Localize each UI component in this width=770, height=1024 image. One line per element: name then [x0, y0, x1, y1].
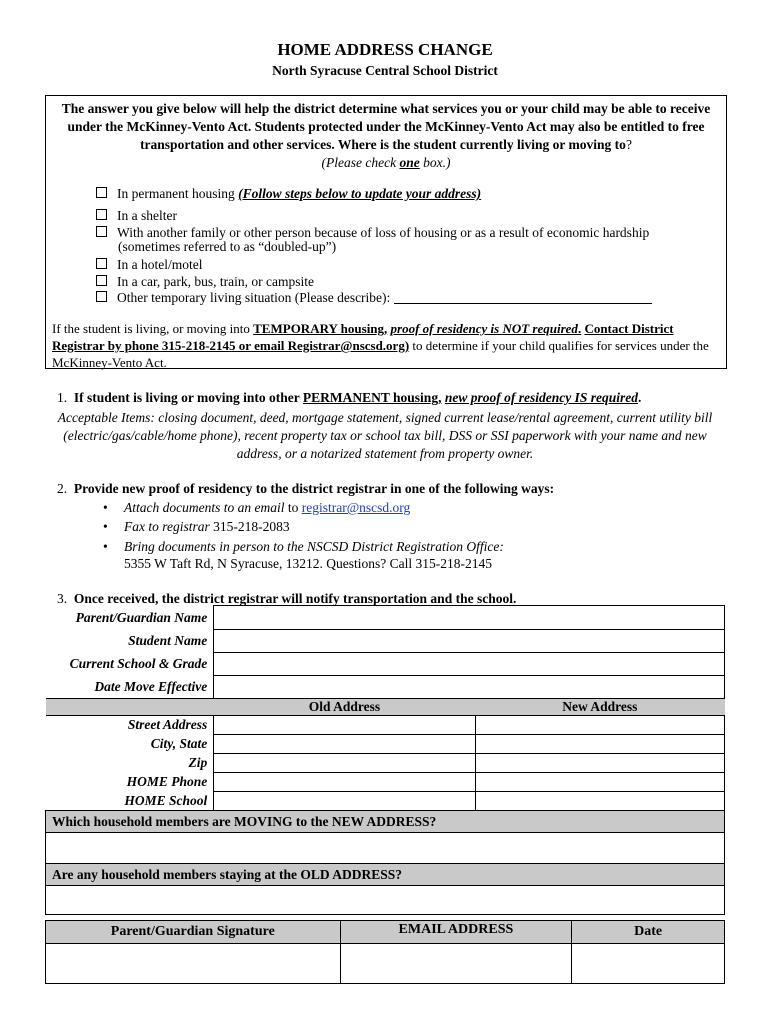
street-label: Street Address: [127, 717, 208, 733]
checkbox-other[interactable]: [96, 291, 107, 302]
old-phone-field[interactable]: [214, 773, 475, 792]
old-street-field[interactable]: [214, 716, 475, 735]
check-instruction: (Please check one box.): [321, 155, 451, 170]
zip-label: Zip: [188, 755, 208, 770]
staying-question: Are any household members staying at the OLD ADDRESS?: [46, 864, 725, 886]
old-school-field[interactable]: [214, 792, 475, 811]
city-label: City, State: [150, 736, 208, 751]
home-school-label: HOME School: [124, 792, 208, 808]
other-description-line[interactable]: [394, 293, 652, 304]
parent-name-field[interactable]: [214, 606, 725, 630]
option-other[interactable]: Other temporary living situation (Please describe):: [96, 291, 652, 305]
student-info-form: [45, 605, 725, 915]
checkbox-hotel[interactable]: [96, 258, 107, 269]
option-car[interactable]: In a car, park, bus, train, or campsite: [96, 275, 314, 289]
checkbox-shelter[interactable]: [96, 209, 107, 220]
old-address-header: Old Address: [308, 699, 381, 714]
new-street-field[interactable]: [475, 716, 724, 735]
step-3-heading: 3. Once received, the district registrar will notify transportation and the school.: [57, 591, 517, 606]
bullet-fax: • Fax to registrar 315-218-2083: [103, 519, 290, 534]
school-grade-label: Current School & Grade: [69, 656, 208, 671]
new-zip-field[interactable]: [475, 754, 724, 773]
school-grade-field[interactable]: [214, 653, 725, 676]
option-hotel[interactable]: In a hotel/motel: [96, 258, 202, 272]
housing-question-box: [45, 95, 727, 369]
old-city-field[interactable]: [214, 735, 475, 754]
bullet-in-person: • Bring documents in person to the NSCSD District Registration Office: 5355 W Taft Rd, N Syracuse, 13212. Questions? Call 315-218-2145: [103, 539, 504, 571]
bullet-email: • Attach documents to an email to registrar@nscsd.org: [103, 500, 411, 515]
staying-members-field[interactable]: [46, 886, 725, 915]
new-city-field[interactable]: [475, 735, 724, 754]
date-header: Date: [572, 921, 725, 944]
acceptable-items: Acceptable Items: closing document, deed, mortgage statement, signed current lease/rental agreement, current utility bill (electric/gas/cable/home phone), recent property tax or school tax bill, DSS or SSI paperwork with your name and new address, or a notarized statement from property owner.: [57, 410, 713, 461]
moving-question: Which household members are MOVING to the NEW ADDRESS?: [46, 811, 725, 833]
old-zip-field[interactable]: [214, 754, 475, 773]
district-name: North Syracuse Central School District: [272, 63, 498, 78]
checkbox-permanent[interactable]: [96, 187, 107, 198]
option-doubled-up[interactable]: With another family or other person because of loss of housing or as a result of economic hardship (sometimes referred to as “doubled-up”): [96, 226, 726, 254]
new-address-header: New Address: [562, 699, 638, 714]
phone-label: HOME Phone: [126, 774, 208, 789]
date-field[interactable]: [572, 944, 725, 984]
new-phone-field[interactable]: [475, 773, 724, 792]
email-header: EMAIL ADDRESS: [340, 921, 572, 944]
step-2-heading: 2. Provide new proof of residency to the district registrar in one of the following ways:: [57, 481, 555, 496]
signature-header: Parent/Guardian Signature: [46, 921, 341, 944]
intro-text: The answer you give below will help the district determine what services you or your child may be able to receive under the McKinney-Vento Act. Students protected under the McKinney-Vento Act may also be entitled to free transportation and other services. Where is the student currently living or moving to? (Please check one box.): [61, 101, 711, 170]
checkbox-car[interactable]: [96, 275, 107, 286]
student-name-label: Student Name: [128, 633, 208, 648]
moving-members-field[interactable]: [46, 833, 725, 864]
option-shelter[interactable]: In a shelter: [96, 209, 177, 223]
signature-field[interactable]: [46, 944, 341, 984]
date-move-field[interactable]: [214, 676, 725, 699]
checkbox-doubled-up[interactable]: [96, 226, 107, 237]
option-permanent[interactable]: In permanent housing (Follow steps below to update your address): [96, 187, 481, 201]
registrar-email-link[interactable]: registrar@nscsd.org: [301, 500, 411, 515]
new-school-field[interactable]: [475, 792, 724, 811]
email-field[interactable]: [340, 944, 572, 984]
page-title: HOME ADDRESS CHANGE: [277, 40, 493, 59]
temporary-housing-note: If the student is living, or moving into TEMPORARY housing, proof of residency is NOT required. Contact District Registrar by phone 315-218-2145 or email Registrar@nscsd.org) to determine if your child qualifies for services under the McKinney-Vento Act.: [52, 321, 709, 370]
step-1-heading: 1. If student is living or moving into other PERMANENT housing, new proof of residency IS required.: [57, 390, 642, 405]
student-name-field[interactable]: [214, 630, 725, 653]
parent-name-label: Parent/Guardian Name: [75, 609, 208, 625]
signature-table: [45, 920, 725, 984]
date-move-label: Date Move Effective: [94, 678, 208, 694]
